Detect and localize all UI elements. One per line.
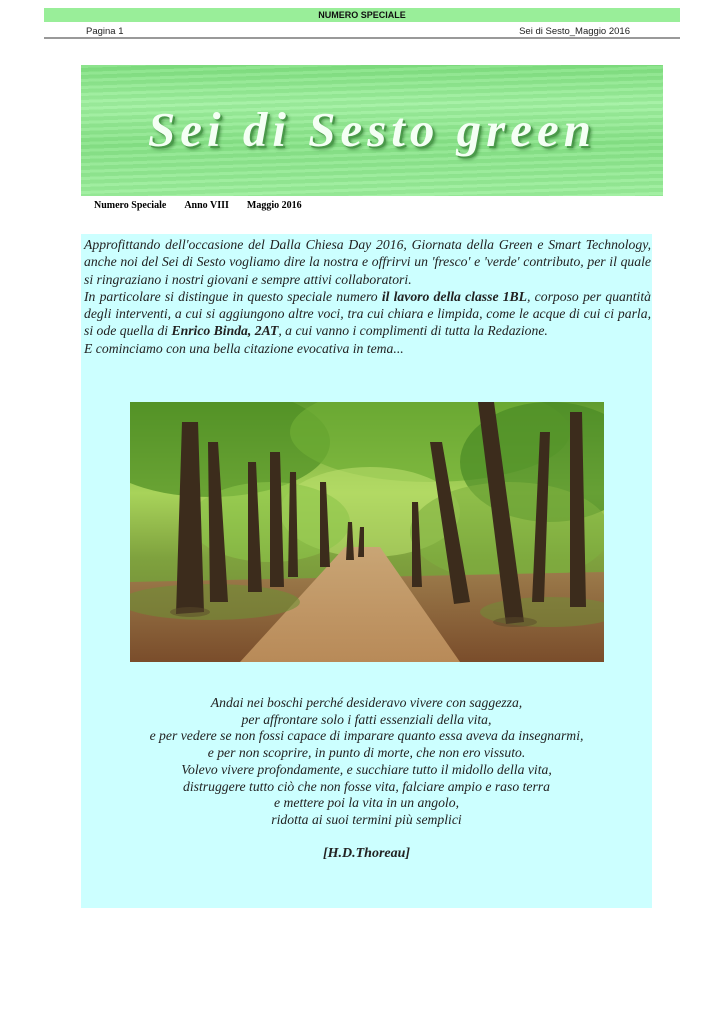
masthead-title: Sei di Sesto green bbox=[148, 102, 596, 157]
running-title: Sei di Sesto_Maggio 2016 bbox=[519, 26, 630, 37]
intro-paragraph: E cominciamo con una bella citazione evocativa in tema... bbox=[84, 340, 404, 356]
intro-text-run: In particolare si distingue in questo speciale numero bbox=[84, 288, 382, 304]
poem-line: per affrontare solo i fatti essenziali della vita, bbox=[241, 711, 492, 727]
issue-date: Maggio 2016 bbox=[246, 200, 302, 211]
issue-year: Anno VIII bbox=[184, 200, 229, 211]
class-highlight: il lavoro della classe 1BL bbox=[381, 288, 528, 304]
intro-text-run: , corposo per quantità degli interventi, a cui si aggiungono altre voci, tra cui chiara e limpida, come le acque di cui ci parla, si ode quella di bbox=[84, 288, 651, 339]
forest-path-photo bbox=[130, 402, 604, 662]
quote-author: [H.D.Thoreau] bbox=[322, 846, 411, 861]
poem-line: Andai nei boschi perché desideravo vivere con saggezza, bbox=[210, 695, 523, 710]
intro-text bbox=[84, 236, 651, 357]
poem-line: Volevo vivere profondamente, e succhiare tutto il midollo della vita, bbox=[181, 761, 552, 777]
poem-quote bbox=[81, 695, 652, 829]
author-highlight: Enrico Binda, 2AT bbox=[171, 323, 279, 339]
content-box bbox=[81, 234, 652, 908]
poem-line: e per vedere se non fossi capace di imparare quanto essa aveva da insegnarmi, bbox=[149, 728, 584, 744]
poem-line: e mettere poi la vita in un angolo, bbox=[273, 795, 459, 811]
poem-line: e per non scoprire, in punto di morte, che non ero vissuto. bbox=[207, 745, 526, 761]
intro-paragraph bbox=[84, 288, 651, 340]
masthead-banner bbox=[81, 65, 663, 196]
poem-line: distruggere tutto ciò che non fosse vita, falciare ampio e raso terra bbox=[183, 778, 550, 794]
issue-info bbox=[94, 200, 302, 211]
page-header bbox=[44, 24, 680, 39]
poem-line: ridotta ai suoi termini più semplici bbox=[271, 811, 462, 827]
page-number: Pagina 1 bbox=[86, 26, 124, 37]
special-issue-banner: NUMERO SPECIALE bbox=[44, 8, 680, 22]
issue-type: Numero Speciale bbox=[94, 200, 167, 211]
intro-text-run: , a cui vanno i complimenti di tutta la Redazione. bbox=[278, 323, 548, 339]
intro-paragraph: Approfittando dell'occasione del Dalla Chiesa Day 2016, Giornata della Green e Smart Technology, anche noi del Sei di Sesto vogliamo dire la nostra e offrirvi un 'fresco' e 'verde' contributo, per il quale si ringraziano i nostri giovani e sempre attivi collaboratori. bbox=[84, 237, 651, 287]
